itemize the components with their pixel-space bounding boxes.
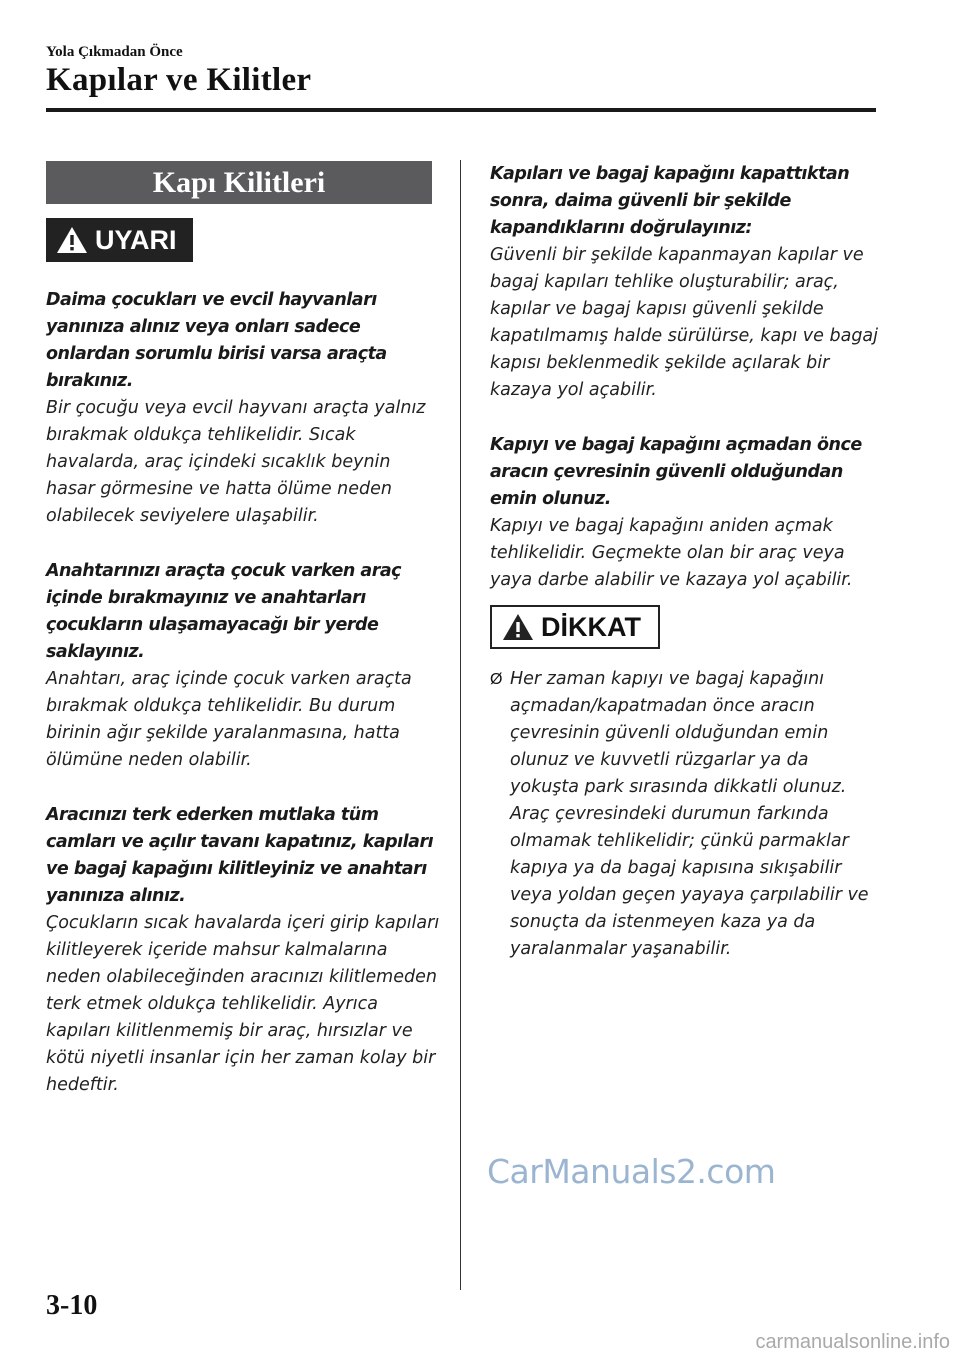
section-banner (46, 161, 432, 204)
right-column (490, 161, 880, 622)
header-rule (46, 108, 876, 112)
caution-triangle-icon (502, 613, 534, 641)
warning-lead: Aracınızı terk ederken mutlaka tüm camları ve açılır tavanı kapatınız, kapıları ve bagaj kapağını kilitleyiniz ve anahtarı yanınıza alınız. (46, 805, 434, 906)
warning-lead: Daima çocukları ve evcil hayvanları yanınıza alınız veya onları sadece onlardan sorumlu birisi varsa araçta bırakınız. (46, 290, 387, 391)
warning-body: Çocukların sıcak havalarda içeri girip kapıları kilitleyerek içeride mahsur kalmalarına neden olabileceğinden aracınızı kilitlemeden terk etmek oldukça tehlikelidir. Ayrıca kapıları kilitlenmemiş bir araç, hırsızlar ve kötü niyetli insanlar için her zaman kolay bir hedeftir. (46, 913, 440, 1095)
warning-block (46, 802, 441, 1099)
caution-label: DİKKAT (541, 611, 641, 642)
warning-body: Bir çocuğu veya evcil hayvanı araçta yalnız bırakmak oldukça tehlikelidir. Sıcak havalarda, araç içindeki sıcaklık beynin hasar görmesine ve hatta ölüme neden olabilecek seviyelere ulaşabilir. (46, 398, 426, 526)
caution-list-item (490, 666, 880, 963)
column-divider (460, 160, 461, 1290)
warning-lead: Kapıyı ve bagaj kapağını açmadan önce aracın çevresinin güvenli olduğundan emin olunuz. (490, 435, 862, 509)
chapter-label: Yola Çıkmadan Önce (46, 44, 183, 60)
warning-body: Kapıyı ve bagaj kapağını aniden açmak tehlikelidir. Geçmekte olan bir araç veya yaya darbe alabilir ve kazaya yol açabilir. (490, 516, 853, 590)
warning-lead: Anahtarınızı araçta çocuk varken araç içinde bırakmayınız ve anahtarları çocukların ulaşamayacağı bir yerde saklayınız. (46, 561, 402, 662)
warning-block (46, 287, 441, 530)
warning-body: Anahtarı, araç içinde çocuk varken araçta bırakmak oldukça tehlikelidir. Bu durum birinin ağır şekilde yaralanmasına, hatta ölümüne neden olabilir. (46, 669, 412, 770)
watermark: CarManuals2.com (487, 1152, 776, 1191)
warning-badge (46, 218, 193, 262)
warning-triangle-icon (56, 226, 88, 254)
page-title: Kapılar ve Kilitler (46, 62, 312, 98)
caution-text: Her zaman kapıyı ve bagaj kapağını açmadan/kapatmadan önce aracın çevresinin güvenli olduğundan emin olunuz ve kuvvetli rüzgarlar ya da yokuşta park sırasında dikkatli olunuz. Araç çevresindeki durumun farkında olmamak tehlikelidir; çünkü parmaklar kapıya ya da bagaj kapısına sıkışabilir veya yoldan geçen yayaya çarpılabilir ve sonuçta da istenmeyen kaza ya da yaralanmalar yaşanabilir. (510, 669, 869, 959)
warning-block (490, 161, 880, 404)
arrow-bullet-icon: Ø (490, 671, 503, 688)
section-title: Kapı Kilitleri (152, 165, 326, 199)
left-column (46, 287, 441, 1127)
page-number: 3-10 (46, 1290, 98, 1321)
caution-badge (490, 605, 660, 649)
warning-lead: Kapıları ve bagaj kapağını kapattıktan sonra, daima güvenli bir şekilde kapandıklarını doğrulayınız: (490, 164, 850, 238)
warning-block (490, 432, 880, 594)
footer-watermark: carmanualsonline.info (755, 1331, 950, 1353)
warning-block (46, 558, 441, 774)
warning-label: UYARI (95, 224, 177, 255)
warning-body: Güvenli bir şekilde kapanmayan kapılar ve bagaj kapıları tehlike oluşturabilir; araç, kapılar ve bagaj kapısı güvenli şekilde kapatılmamış halde sürülürse, kapı ve bagaj kapısı beklenmedik şekilde açılarak bir kazaya yol açabilir. (490, 245, 879, 400)
